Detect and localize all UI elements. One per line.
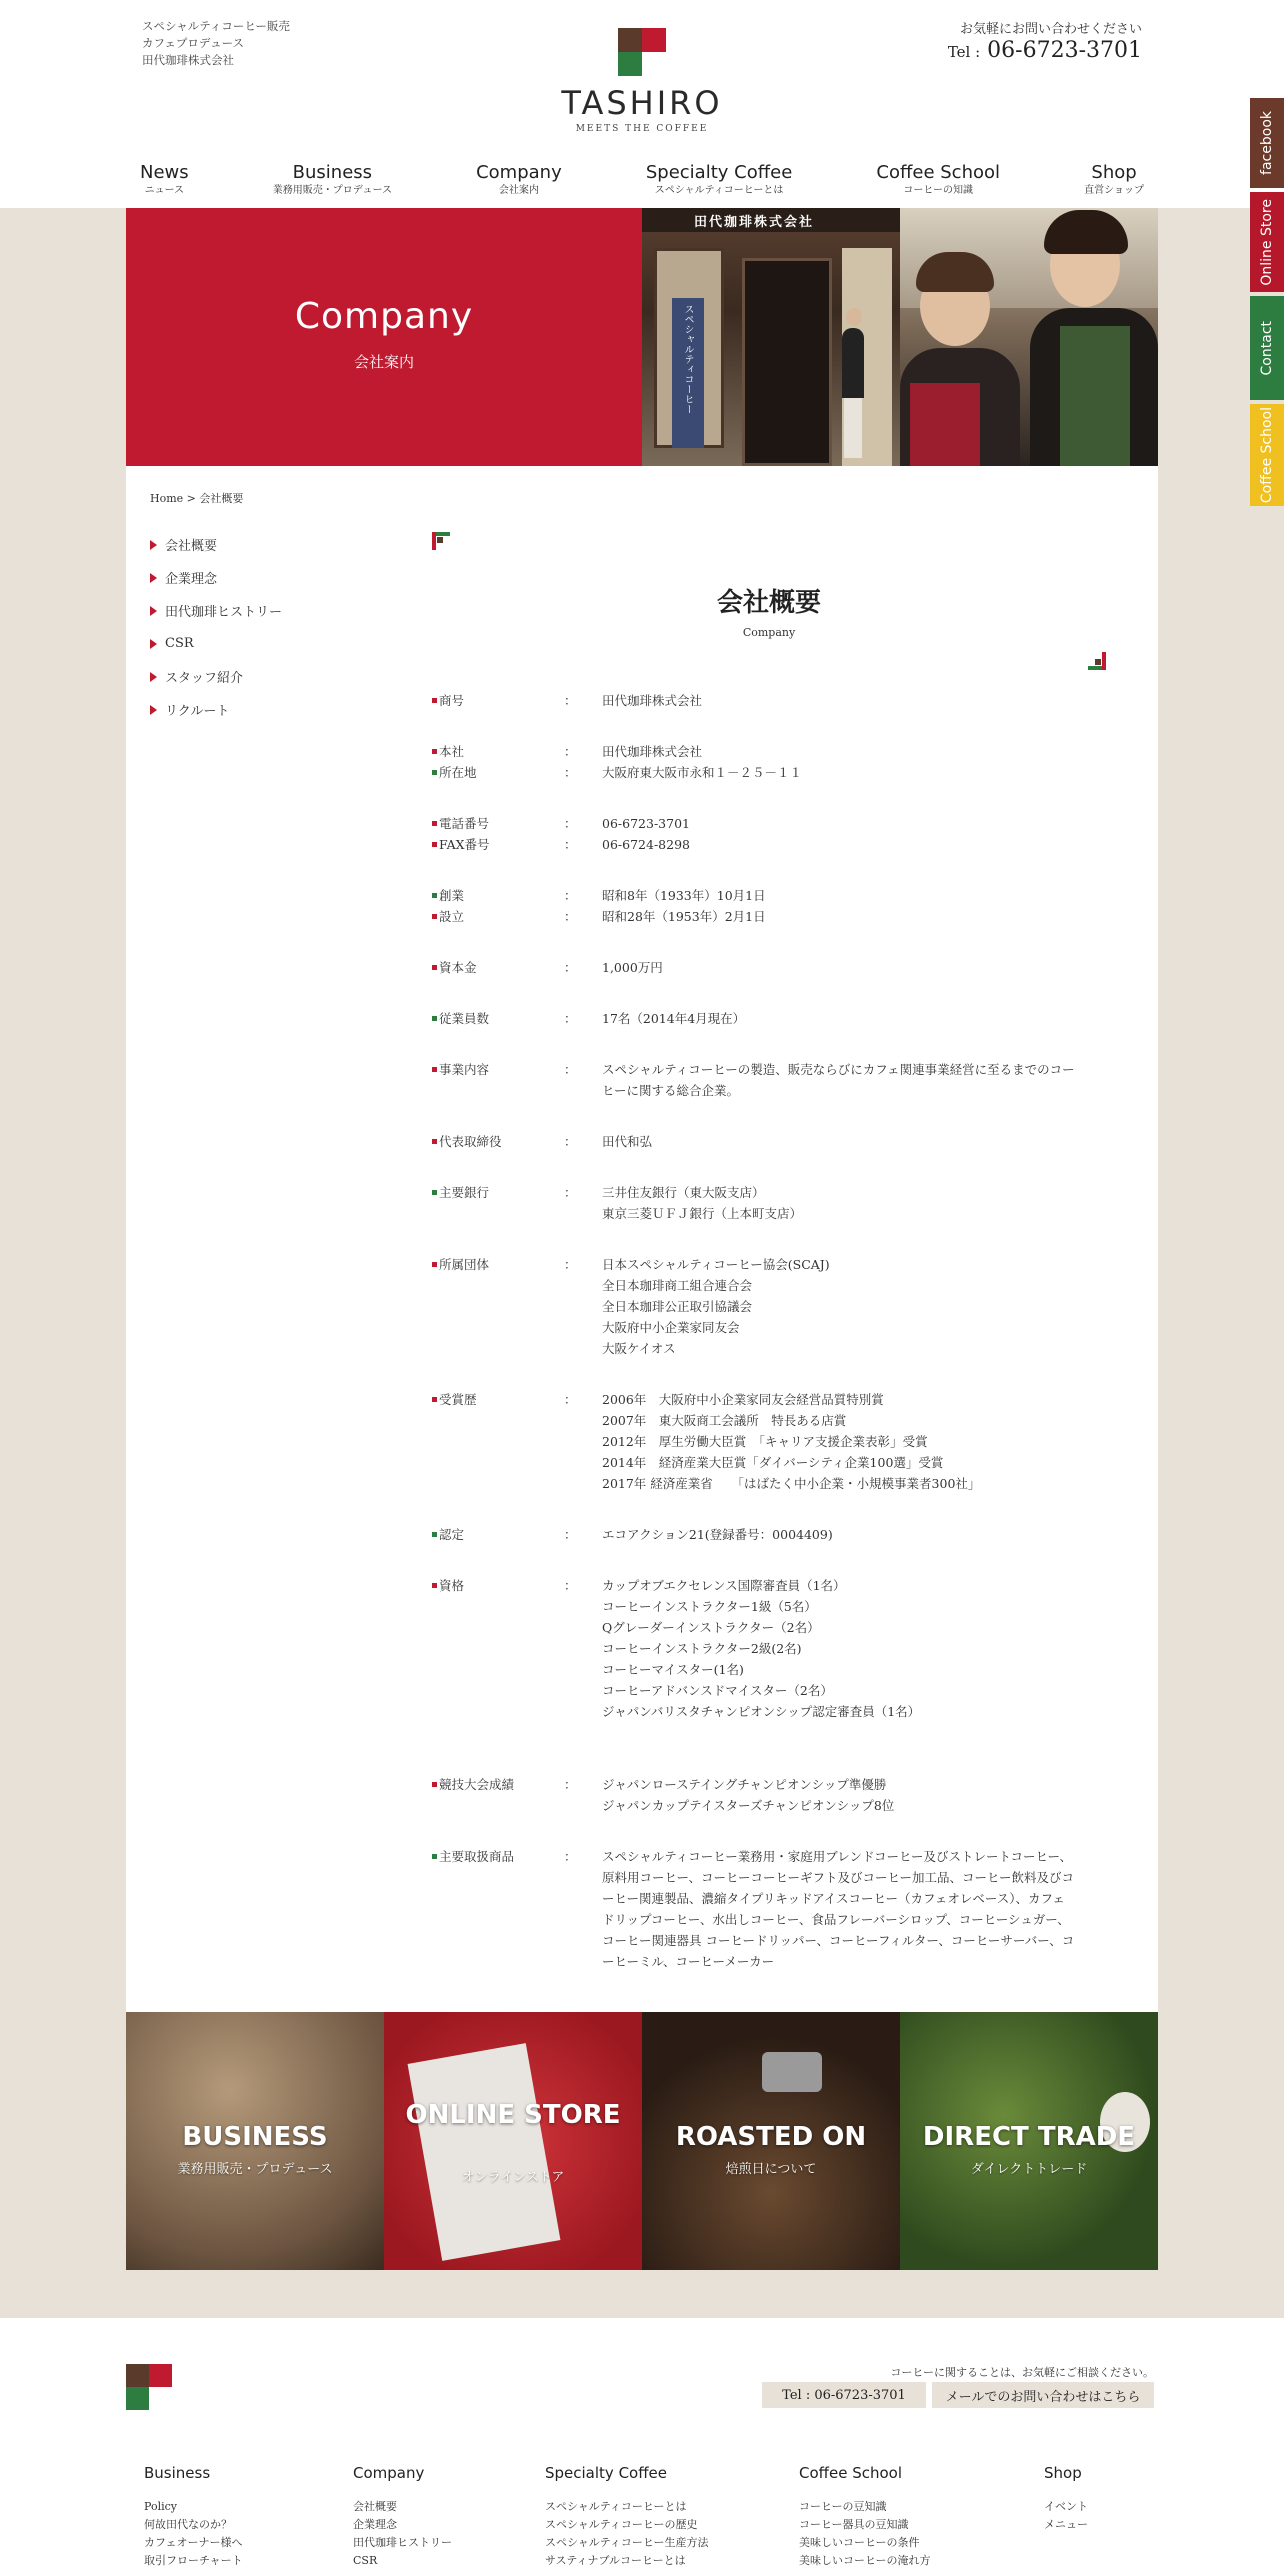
info-colon: ： — [564, 1185, 577, 1200]
info-value-line: ジャパンローステイングチャンピオンシップ準優勝 — [602, 1777, 887, 1792]
info-value — [602, 741, 1112, 762]
info-label-text: 従業員数 — [439, 1011, 490, 1026]
info-value-line: 2007年 東大阪商工会議所 特長ある店賞 — [602, 1413, 847, 1428]
info-value-line: ジャパンカップテイスターズチャンピオンシップ8位 — [602, 1798, 895, 1813]
info-row — [432, 1254, 1112, 1359]
nav-label-ja: 業務用販売・プロデュース — [272, 185, 392, 196]
info-row — [432, 1524, 1112, 1545]
info-label-text: 認定 — [439, 1527, 465, 1542]
footer-link[interactable]: 田代珈琲ヒストリー — [353, 2536, 452, 2549]
footer-link[interactable]: コーヒーの豆知識 — [799, 2500, 887, 2513]
info-value-line: 1,000万円 — [602, 960, 663, 975]
footer-tel-button[interactable]: Tel : 06-6723-3701 — [762, 2382, 926, 2408]
footer-link[interactable]: スペシャルティコーヒーとは — [545, 2500, 687, 2513]
subnav-item-philosophy[interactable] — [150, 561, 350, 594]
bullet-square-icon — [432, 1262, 437, 1267]
info-colon: ： — [564, 837, 577, 852]
bullet-square-icon — [432, 914, 437, 919]
info-colon: ： — [564, 1849, 577, 1864]
info-row — [432, 834, 1112, 855]
info-value-line: 田代珈琲株式会社 — [602, 693, 703, 708]
info-value-line: 東京三菱ＵＦＪ銀行（上本町支店） — [602, 1206, 803, 1221]
info-value-line: 大阪府中小企業家同友会 — [602, 1320, 740, 1335]
footer-link[interactable]: 取引フローチャート — [144, 2554, 243, 2567]
logo-text[interactable]: TASHIRO — [561, 84, 723, 122]
info-label — [432, 1131, 564, 1152]
info-row — [432, 1131, 1112, 1152]
footer-col-specialty-coffee — [545, 2464, 708, 2568]
feature-banners — [126, 2012, 1158, 2270]
hero-photo-storefront — [642, 208, 900, 466]
footer-col-company — [353, 2464, 452, 2568]
banner-business[interactable] — [126, 2012, 384, 2270]
info-value — [602, 1008, 1112, 1029]
corner-ornament-icon — [1088, 652, 1106, 670]
logo-mark-icon[interactable] — [618, 28, 666, 76]
info-value-line: カップオブエクセレンス国際審査員（1名） — [602, 1578, 846, 1593]
info-value-line: 2017年 経済産業省 「はばたく中小企業・小規模事業者300社」 — [602, 1476, 981, 1491]
info-label-text: 本社 — [439, 744, 465, 759]
nav-item-company[interactable] — [462, 162, 576, 206]
info-value-line: Qグレーダーインストラクター（2名） — [602, 1620, 820, 1635]
info-value-line: 06-6724-8298 — [602, 837, 690, 852]
info-value-line: 2006年 大阪府中小企業家同友会経営品質特別賞 — [602, 1392, 884, 1407]
nav-label-ja: 直営ショップ — [1084, 185, 1144, 196]
info-value-line: ーヒーミル、コーヒーメーカー — [602, 1954, 775, 1969]
footer-col-title[interactable]: Business — [144, 2464, 211, 2482]
info-value-line: コーヒーマイスター(1名) — [602, 1662, 744, 1677]
side-tabs — [1250, 98, 1284, 510]
info-label-text: 電話番号 — [439, 816, 490, 831]
nav-item-business[interactable] — [259, 162, 406, 206]
subnav-item-history[interactable] — [150, 594, 350, 627]
info-label-text: 所在地 — [439, 765, 477, 780]
footer-link[interactable]: サスティナブルコーヒーとは — [545, 2554, 686, 2567]
footer-link[interactable]: スペシャルティコーヒーの歴史 — [545, 2518, 698, 2531]
info-value — [602, 1131, 1112, 1152]
global-nav — [126, 162, 1158, 206]
info-value-line: 田代和弘 — [602, 1134, 653, 1149]
subnav-label: 会社概要 — [165, 539, 218, 554]
bullet-square-icon — [432, 821, 437, 826]
subnav-label: 企業理念 — [165, 572, 218, 587]
info-value — [602, 762, 1112, 783]
subnav-label: スタッフ紹介 — [165, 671, 244, 686]
breadcrumb-home-link[interactable]: Home — [150, 492, 184, 505]
info-value — [602, 1575, 1112, 1722]
banner-title: DIRECT TRADE — [922, 2122, 1136, 2152]
info-label-text: 主要取扱商品 — [439, 1849, 515, 1864]
info-colon: ： — [564, 693, 577, 708]
subnav-item-csr[interactable] — [150, 627, 350, 660]
info-row — [432, 690, 1112, 711]
info-label-text: 所属団体 — [439, 1257, 490, 1272]
nav-item-specialty-coffee[interactable] — [632, 162, 806, 206]
info-row — [432, 906, 1112, 927]
info-value-line: 昭和8年（1933年）10月1日 — [602, 888, 766, 903]
info-value — [602, 906, 1112, 927]
info-row — [432, 813, 1112, 834]
info-colon: ： — [564, 1527, 577, 1542]
banner-title: ROASTED ON — [675, 2122, 867, 2152]
info-label-text: FAX番号 — [439, 837, 490, 852]
footer-link[interactable]: カフェオーナー様へ — [144, 2536, 243, 2549]
site-header — [0, 0, 1284, 208]
breadcrumb-separator: > — [186, 492, 196, 505]
nav-label-ja: スペシャルティコーヒーとは — [654, 185, 784, 196]
banner-online-store[interactable] — [384, 2012, 642, 2270]
info-value-line: 昭和28年（1953年）2月1日 — [602, 909, 766, 924]
info-value-line: 全日本珈琲公正取引協議会 — [602, 1299, 753, 1314]
info-value-line: 17名（2014年4月現在） — [602, 1011, 746, 1026]
contact-tel-number: 06-6723-3701 — [987, 38, 1142, 63]
subnav-item-company-overview[interactable] — [150, 528, 350, 561]
subnav-label: 田代珈琲ヒストリー — [165, 605, 283, 620]
bullet-square-icon — [432, 1782, 437, 1787]
side-tab-coffee-school[interactable] — [1250, 404, 1284, 506]
header-tagline — [142, 18, 290, 69]
info-row — [432, 1575, 1112, 1722]
info-colon: ： — [564, 765, 577, 780]
info-label-text: 事業内容 — [439, 1062, 490, 1077]
footer-link[interactable]: CSR — [353, 2554, 378, 2567]
info-label-text: 受賞歴 — [439, 1392, 477, 1407]
page-title: 会社概要 — [716, 588, 821, 618]
subnav-label: CSR — [165, 636, 194, 651]
info-value-line: 06-6723-3701 — [602, 816, 690, 831]
nav-label-en: Shop — [1091, 162, 1137, 183]
info-label — [432, 1182, 564, 1224]
nav-label-ja: コーヒーの知識 — [903, 185, 974, 196]
footer-link[interactable]: 美味しいコーヒーの条件 — [799, 2536, 920, 2549]
banner-direct-trade[interactable] — [900, 2012, 1158, 2270]
info-value-line: 大阪ケイオス — [602, 1341, 676, 1356]
nav-label-en: Company — [476, 162, 562, 183]
info-value-line: 三井住友銀行（東大阪支店） — [602, 1185, 765, 1200]
info-row — [432, 762, 1112, 783]
info-row — [432, 1059, 1112, 1101]
footer-col-title[interactable]: Shop — [1044, 2464, 1082, 2482]
footer-link[interactable]: 会社概要 — [353, 2500, 397, 2513]
footer-logo-icon[interactable] — [126, 2364, 172, 2410]
contact-note: お気軽にお問い合わせください — [959, 22, 1142, 37]
info-colon: ： — [564, 816, 577, 831]
info-colon: ： — [564, 744, 577, 759]
info-value — [602, 1774, 1112, 1816]
footer-link[interactable]: スペシャルティコーヒー生産方法 — [545, 2536, 709, 2549]
contact-phone[interactable] — [900, 38, 1142, 63]
bullet-square-icon — [432, 698, 437, 703]
contact-tel-label: Tel : — [947, 43, 981, 61]
info-value-line: 2014年 経済産業大臣賞「ダイバーシティ企業100選」受賞 — [602, 1455, 944, 1470]
hero-banner — [126, 208, 1158, 466]
info-label-text: 創業 — [439, 888, 465, 903]
bullet-square-icon — [432, 1397, 437, 1402]
info-colon: ： — [564, 1777, 577, 1792]
info-label — [432, 1846, 564, 1972]
info-value-line: コーヒーアドバンスドマイスター（2名） — [602, 1683, 833, 1698]
bullet-square-icon — [432, 1532, 437, 1537]
info-value-line: エコアクション21(登録番号：0004409) — [602, 1527, 833, 1542]
subnav-item-staff[interactable] — [150, 660, 350, 693]
sub-nav — [150, 528, 350, 726]
info-value — [602, 1182, 1112, 1224]
info-row — [432, 885, 1112, 906]
info-label — [432, 1774, 564, 1816]
info-label-text: 競技大会成績 — [439, 1777, 515, 1792]
info-colon: ： — [564, 888, 577, 903]
bullet-square-icon — [432, 1016, 437, 1021]
info-label — [432, 1008, 564, 1029]
info-colon: ： — [564, 1578, 577, 1593]
info-label-text: 資本金 — [439, 960, 477, 975]
info-label-text: 商号 — [439, 693, 465, 708]
bullet-square-icon — [432, 749, 437, 754]
footer-col-business — [144, 2464, 243, 2568]
side-tab-label: Coffee School — [1259, 406, 1275, 504]
info-label — [432, 1575, 564, 1722]
info-value-line: ドリップコーヒー、水出しコーヒー、食品フレーバーシロップ、コーヒーシュガー、 — [602, 1912, 1070, 1927]
info-label — [432, 1524, 564, 1545]
bullet-square-icon — [432, 842, 437, 847]
footer-col-title[interactable]: Specialty Coffee — [545, 2464, 668, 2482]
subnav-label: リクルート — [165, 704, 230, 719]
banner-title: BUSINESS — [182, 2122, 328, 2152]
footer-col-title[interactable]: Company — [353, 2464, 425, 2482]
info-value-line: スペシャルティコーヒーの製造、販売ならびにカフェ関連事業経営に至るまでのコー — [602, 1062, 1075, 1077]
footer-col-coffee-school — [799, 2464, 931, 2568]
info-colon: ： — [564, 909, 577, 924]
footer-link[interactable]: 美味しいコーヒーの淹れ方 — [799, 2554, 931, 2567]
footer-col-title[interactable]: Coffee School — [799, 2464, 903, 2482]
info-value — [602, 813, 1112, 834]
info-value-line: ジャパンバリスタチャンピオンシップ認定審査員（1名） — [602, 1704, 921, 1719]
info-value — [602, 1846, 1112, 1972]
info-value — [602, 834, 1112, 855]
info-colon: ： — [564, 1062, 577, 1077]
info-label — [432, 834, 564, 855]
nav-label-ja: 会社案内 — [498, 185, 539, 196]
info-value — [602, 1059, 1112, 1101]
nav-label-en: News — [140, 162, 189, 183]
banner-subtitle: 業務用販売・プロデュース — [177, 2162, 333, 2177]
bullet-square-icon — [432, 1854, 437, 1859]
info-label — [432, 690, 564, 711]
info-label — [432, 741, 564, 762]
corner-ornament-icon — [432, 532, 450, 550]
banner-subtitle: ダイレクトトレード — [970, 2162, 1088, 2177]
tagline-line: 田代珈琲株式会社 — [142, 53, 234, 67]
side-tab-facebook[interactable] — [1250, 98, 1284, 188]
info-row — [432, 1846, 1112, 1972]
info-colon: ： — [564, 1257, 577, 1272]
info-row — [432, 957, 1112, 978]
main-content — [126, 466, 1158, 2012]
info-value-line: コーヒーインストラクター1級（5名） — [602, 1599, 817, 1614]
info-row — [432, 741, 1112, 762]
info-colon: ： — [564, 960, 577, 975]
info-value — [602, 1254, 1112, 1359]
banner-roasted-on[interactable] — [642, 2012, 900, 2270]
info-value-line: 2012年 厚生労働大臣賞 「キャリア支援企業表彰」受賞 — [602, 1434, 928, 1449]
nav-item-shop[interactable] — [1070, 162, 1158, 206]
info-label-text: 資格 — [439, 1578, 465, 1593]
breadcrumb — [150, 490, 243, 506]
info-value — [602, 1524, 1112, 1545]
info-value-line: コーヒー関連器具 コーヒードリッパー、コーヒーフィルター、コーヒーサーバー、コ — [602, 1933, 1075, 1948]
logo-subtitle: MEETS THE COFFEE — [575, 124, 709, 134]
bullet-square-icon — [432, 1139, 437, 1144]
info-label — [432, 813, 564, 834]
info-value — [602, 885, 1112, 906]
bullet-square-icon — [432, 965, 437, 970]
info-row — [432, 1774, 1112, 1816]
nav-label-ja: ニュース — [144, 185, 185, 196]
info-label — [432, 1059, 564, 1101]
info-row — [432, 1389, 1112, 1494]
footer-link[interactable]: コーヒー器具の豆知識 — [799, 2518, 909, 2531]
info-colon: ： — [564, 1011, 577, 1026]
info-value-line: スペシャルティコーヒー業務用・家庭用ブレンドコーヒー及びストレートコーヒー、 — [602, 1849, 1072, 1864]
tagline-line: スペシャルティコーヒー販売 — [142, 19, 290, 33]
side-tab-label: Contact — [1259, 320, 1275, 376]
tagline-line: カフェプロデュース — [142, 36, 245, 50]
info-value-line: 日本スペシャルティコーヒー協会(SCAJ) — [602, 1257, 830, 1272]
info-value-line: コーヒーインストラクター2級(2名) — [602, 1641, 802, 1656]
bullet-square-icon — [432, 1583, 437, 1588]
bullet-square-icon — [432, 893, 437, 898]
footer-contact-note: コーヒーに関することは、お気軽にご相談ください。 — [890, 2366, 1154, 2379]
info-label — [432, 1389, 564, 1494]
info-label-text: 主要銀行 — [439, 1185, 490, 1200]
info-label — [432, 957, 564, 978]
footer-col-shop — [1044, 2464, 1088, 2534]
footer-link[interactable]: Policy — [144, 2500, 177, 2513]
hero-photo-staff — [900, 208, 1158, 466]
company-info-table — [432, 690, 1112, 1972]
footer-link[interactable]: 企業理念 — [353, 2518, 397, 2531]
info-label — [432, 1254, 564, 1359]
side-tab-contact[interactable] — [1250, 296, 1284, 400]
info-value — [602, 1389, 1112, 1494]
bullet-square-icon — [432, 1067, 437, 1072]
side-tab-online-store[interactable] — [1250, 192, 1284, 292]
info-label-text: 代表取締役 — [439, 1134, 502, 1149]
page-subtitle: Company — [742, 626, 796, 639]
info-value-line: 大阪府東大阪市永和１－２５－１１ — [602, 765, 803, 780]
footer-link[interactable]: メニュー — [1044, 2518, 1088, 2531]
footer-mail-button[interactable]: メールでのお問い合わせはこちら — [932, 2382, 1154, 2408]
breadcrumb-current: 会社概要 — [199, 492, 244, 505]
info-value-line: 田代珈琲株式会社 — [602, 744, 703, 759]
storefront-flag-text: スペシャルティコーヒー — [682, 304, 693, 414]
hero-title: Company — [294, 296, 474, 337]
subnav-item-recruit[interactable] — [150, 693, 350, 726]
info-value — [602, 690, 1112, 711]
banner-subtitle: オンラインストア — [461, 2170, 565, 2185]
side-tab-label: Online Store — [1259, 198, 1275, 286]
nav-label-en: Specialty Coffee — [645, 162, 793, 183]
banner-title: ONLINE STORE — [405, 2100, 621, 2130]
info-value-line: 全日本珈琲商工組合連合会 — [602, 1278, 753, 1293]
hero-title-block — [126, 208, 642, 466]
bullet-square-icon — [432, 1190, 437, 1195]
nav-label-en: Coffee School — [876, 162, 1001, 183]
storefront-sign-text: 田代珈琲株式会社 — [694, 215, 815, 230]
nav-label-en: Business — [292, 162, 373, 183]
info-label — [432, 906, 564, 927]
info-value-line: ヒーに関する総合企業。 — [602, 1083, 740, 1098]
footer-link[interactable]: イベント — [1044, 2500, 1088, 2513]
info-row — [432, 1182, 1112, 1224]
footer-link[interactable]: 何故田代なのか？ — [144, 2518, 232, 2531]
hero-subtitle: 会社案内 — [353, 353, 414, 371]
side-tab-label: facebook — [1259, 111, 1275, 175]
info-row — [432, 1008, 1112, 1029]
info-colon: ： — [564, 1134, 577, 1149]
nav-item-news[interactable] — [126, 162, 203, 206]
banner-subtitle: 焙煎日について — [725, 2162, 817, 2177]
info-value-line: ーヒー関連製品、濃縮タイプリキッドアイスコーヒー（カフェオレベース）、カフェ — [602, 1891, 1065, 1906]
info-colon: ： — [564, 1392, 577, 1407]
info-label — [432, 885, 564, 906]
info-label-text: 設立 — [439, 909, 465, 924]
nav-item-coffee-school[interactable] — [862, 162, 1014, 206]
info-value — [602, 957, 1112, 978]
info-value-line: 原料用コーヒー、コーヒーコーヒーギフト及びコーヒー加工品、コーヒー飲料及びコ — [602, 1870, 1075, 1885]
site-footer — [0, 2318, 1284, 2568]
info-label — [432, 762, 564, 783]
bullet-square-icon — [432, 770, 437, 775]
